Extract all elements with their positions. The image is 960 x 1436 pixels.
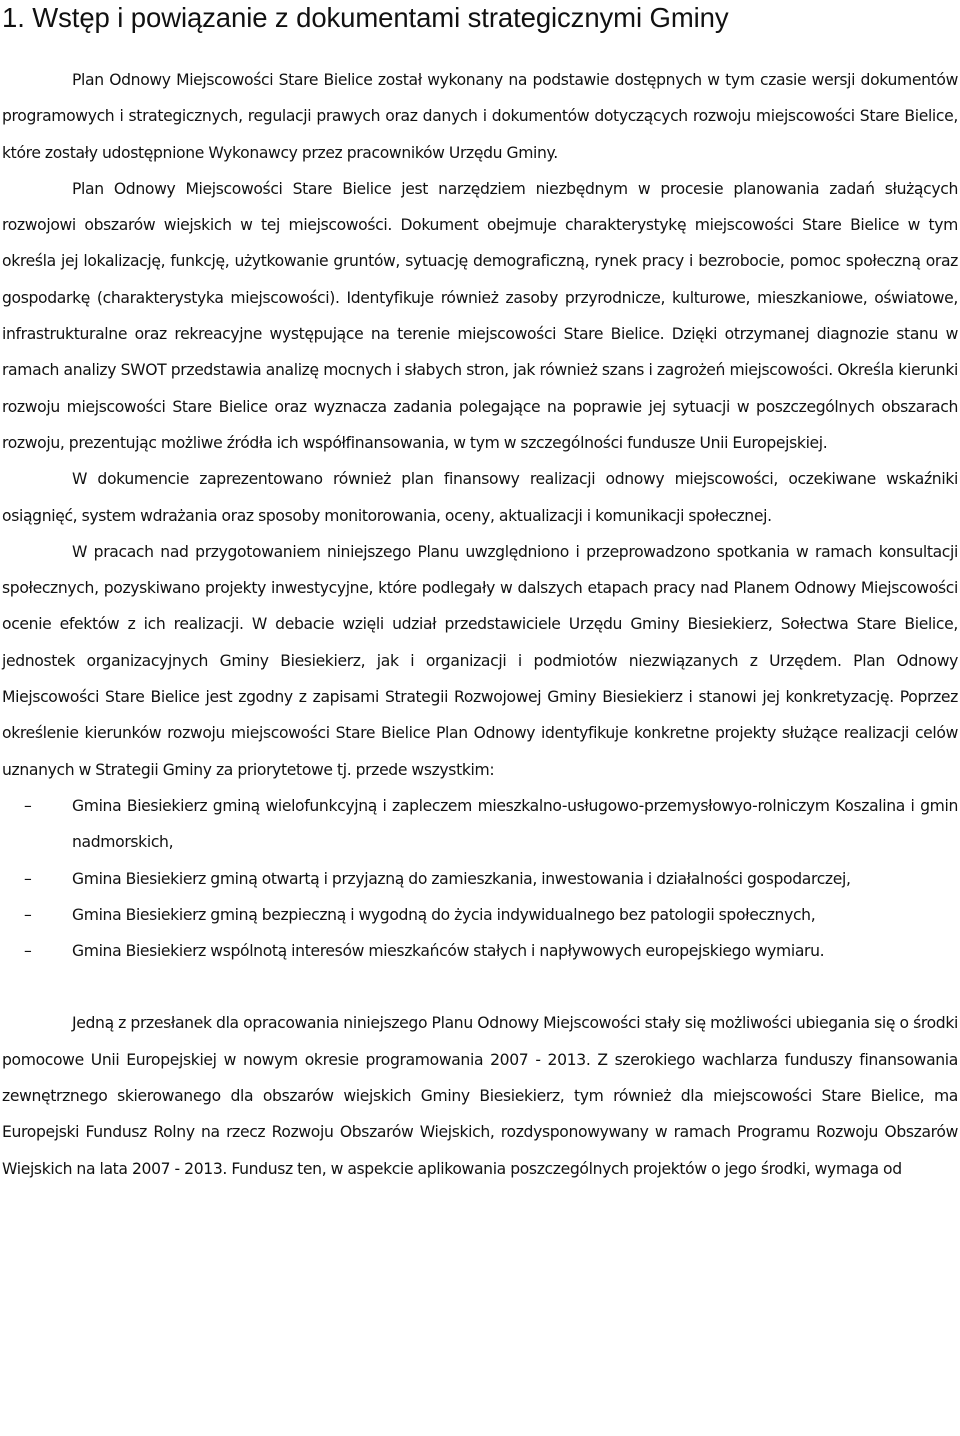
dash-bullet-icon: –	[24, 796, 32, 815]
document-page	[2, 0, 958, 1187]
list-item-text: Gmina Biesiekierz gminą bezpieczną i wygodną do życia indywidualnego bez patologii społecznych,	[72, 905, 816, 924]
blank-line	[2, 969, 958, 1005]
strategy-goals-list	[2, 788, 958, 969]
list-item	[2, 861, 958, 897]
section-heading: 1. Wstęp i powiązanie z dokumentami strategicznymi Gminy	[2, 2, 729, 33]
list-item	[2, 933, 958, 969]
paragraph-intro: Plan Odnowy Miejscowości Stare Bielice został wykonany na podstawie dostępnych w tym czasie wersji dokumentów programowych i strategicznych, regulacji prawych oraz danych i dokumentów dotyczących rozwoju miejscowości Stare Bielice, które zostały udostępnione Wykonawcy przez pracowników Urzędu Gminy.	[2, 71, 958, 162]
dash-bullet-icon: –	[24, 942, 32, 961]
list-item-text: Gmina Biesiekierz gminą otwartą i przyjazną do zamieszkania, inwestowania i działalności gospodarczej,	[72, 869, 851, 888]
paragraph-financial-plan: W dokumencie zaprezentowano również plan finansowy realizacji odnowy miejscowości, oczekiwane wskaźniki osiągnięć, system wdrażania oraz sposoby monitorowania, oceny, aktualizacji i komunikacji społecznej.	[2, 470, 958, 525]
dash-bullet-icon: –	[24, 869, 32, 888]
paragraph-plan-description: Plan Odnowy Miejscowości Stare Bielice jest narzędziem niezbędnym w procesie planowania zadań służących rozwojowi obszarów wiejskich w tej miejscowości. Dokument obejmuje charakterystykę miejscowości Stare Bielice w tym określa jej lokalizację, funkcję, użytkowanie gruntów, sytuację demograficzną, rynek pracy i bezrobocie, pomoc społeczną oraz gospodarkę (charakterystyka miejscowości). Identyfikuje również zasoby przyrodnicze, kulturowe, mieszkaniowe, oświatowe, infrastrukturalne oraz rekreacyjne występujące na terenie miejscowości Stare Bielice. Dzięki otrzymanej diagnozie stanu w ramach analizy SWOT przedstawia analizę mocnych i słabych stron, jak również szans i zagrożeń miejscowości. Określa kierunki rozwoju miejscowości Stare Bielice oraz wyznacza zadania polegające na poprawie jej sytuacji w poszczególnych obszarach rozwoju, prezentując możliwe źródła ich współfinansowania, w tym w szczególności fundusze Unii Europejskiej.	[2, 179, 958, 452]
paragraph-consultations: W pracach nad przygotowaniem niniejszego Planu uwzględniono i przeprowadzono spotkania w ramach konsultacji społecznych, pozyskiwano projekty inwestycyjne, które podlegały w dalszych etapach pracy nad Planem Odnowy Miejscowości ocenie efektów z ich realizacji. W debacie wzięli udział przedstawiciele Urzędu Gminy Biesiekierz, Sołectwa Stare Bielice, jednostek organizacyjnych Gminy Biesiekierz, jak i organizacji i podmiotów niezwiązanych z Urzędem. Plan Odnowy Miejscowości Stare Bielice jest zgodny z zapisami Strategii Rozwojowej Gminy Biesiekierz i stanowi jej konkretyzację. Poprzez określenie kierunków rozwoju miejscowości Stare Bielice Plan Odnowy identyfikuje konkretne projekty służące realizacji celów uznanych w Strategii Gminy za priorytetowe tj. przede wszystkim:	[2, 542, 958, 779]
document-body	[2, 62, 958, 1187]
list-item	[2, 788, 958, 861]
list-item	[2, 897, 958, 933]
paragraph-eu-funds: Jedną z przesłanek dla opracowania niniejszego Planu Odnowy Miejscowości stały się możliwości ubiegania się o środki pomocowe Unii Europejskiej w nowym okresie programowania 2007 - 2013. Z szerokiego wachlarza funduszy finansowania zewnętrznego skierowanego dla obszarów wiejskich Gminy Biesiekierz, tym również dla miejscowości Stare Bielice, ma Europejski Fundusz Rolny na rzecz Rozwoju Obszarów Wiejskich, rozdysponowywany w ramach Programu Rozwoju Obszarów Wiejskich na lata 2007 - 2013. Fundusz ten, w aspekcie aplikowania poszczególnych projektów o jego środki, wymaga od	[2, 1014, 958, 1178]
list-item-text: Gmina Biesiekierz gminą wielofunkcyjną i zapleczem mieszkalno-usługowo-przemysłowyo-rolniczym Koszalina i gmin nadmorskich,	[72, 796, 958, 852]
list-item-text: Gmina Biesiekierz wspólnotą interesów mieszkańców stałych i napływowych europejskiego wymiaru.	[72, 942, 825, 961]
dash-bullet-icon: –	[24, 905, 32, 924]
